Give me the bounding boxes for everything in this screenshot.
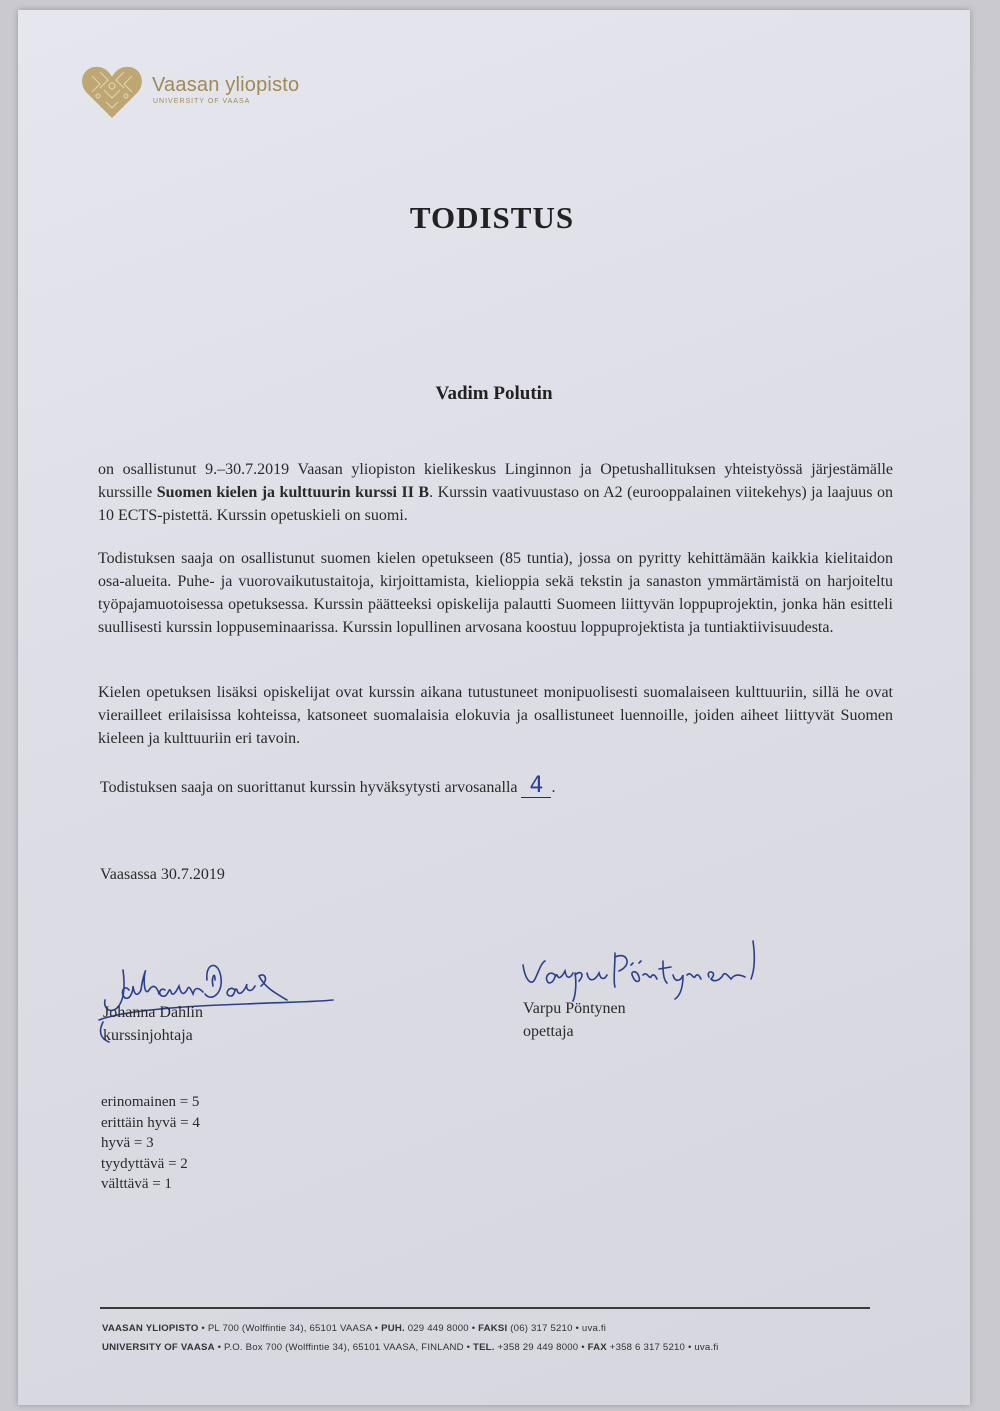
signer-2-name: Varpu Pöntynen: [523, 1000, 626, 1017]
grade-scale: [101, 1092, 200, 1195]
footer-fax-en: +358 6 317 5210: [609, 1342, 686, 1353]
footer-separator: •: [581, 1342, 585, 1353]
footer-phone-fi: 029 449 8000: [407, 1323, 469, 1334]
footer-phone-en: +358 29 449 8000: [497, 1342, 579, 1353]
footer-fax-label-fi: FAKSI: [478, 1323, 508, 1334]
footer-separator: •: [466, 1342, 471, 1353]
grade-scale-item: hyvä = 3: [101, 1135, 154, 1151]
footer-web-en: uva.fi: [694, 1342, 719, 1353]
footer-address-fi: PL 700 (Wolffintie 34), 65101 VAASA: [207, 1323, 372, 1334]
signer-1-name: Johanna Dahlin: [103, 1004, 203, 1021]
paragraph-participation: [98, 458, 893, 527]
grade-period: .: [551, 779, 556, 796]
footer-web-fi: uva.fi: [581, 1323, 607, 1334]
paragraph-participation-end: . Kurssin vaativuustaso on A2 (eurooppalainen viitekehys) ja laajuus on 10 ECTS-pistettä. Kurssin opetuskieli on suomi.: [98, 484, 894, 524]
paragraph-participation-start: on osallistunut 9.–30.7.2019 Vaasan yliopiston kielikeskus Linginnon ja Opetushallituksen yhteistyössä järjestämälle kurssille: [98, 461, 893, 501]
grade-scale-item: välttävä = 1: [101, 1176, 172, 1192]
signer-1-role: kurssinjohtaja: [103, 1027, 193, 1044]
footer-divider: [100, 1307, 870, 1309]
grade-sentence: Todistuksen saaja on suorittanut kurssin hyväksytysti arvosanalla: [100, 779, 518, 796]
grade-scale-item: tyydyttävä = 2: [101, 1155, 188, 1172]
university-logo: [80, 62, 330, 126]
signer-2-role: opettaja: [523, 1023, 574, 1040]
footer-separator: •: [201, 1323, 205, 1334]
footer-address-en: P.O. Box 700 (Wolffintie 34), 65101 VAASA, FINLAND: [224, 1342, 464, 1353]
grade-value: 4: [521, 775, 551, 798]
course-name: Suomen kielen ja kulttuurin kurssi II B: [156, 484, 430, 501]
footer-org-en: UNIVERSITY OF VAASA: [102, 1342, 215, 1353]
footer-phone-label-fi: PUH.: [381, 1323, 405, 1334]
heart-logo-icon: [80, 62, 144, 122]
recipient-name: Vadim Polutin: [435, 383, 553, 404]
signature-varpu-pontynen: [515, 935, 775, 1005]
logo-subtitle: UNIVERSITY OF VAASA: [153, 98, 251, 105]
grade-scale-item: erittäin hyvä = 4: [101, 1114, 200, 1131]
paragraph-culture: Kielen opetuksen lisäksi opiskelijat ovat kurssin aikana tutustuneet monipuolisesti suomalaiseen kulttuuriin, sillä he ovat vierailleet erilaisissa kohteissa, katsoneet suomalaisia elokuvia ja osallistuneet luennoille, joiden aiheet liittyvät Suomen kieleen ja kulttuuriin eri tavoin.: [98, 684, 893, 747]
footer-separator: •: [575, 1323, 580, 1334]
place-date: Vaasassa 30.7.2019: [100, 866, 225, 883]
footer-separator: •: [471, 1323, 476, 1334]
document-title: TODISTUS: [409, 200, 575, 235]
footer-phone-label-en: TEL.: [473, 1342, 495, 1353]
footer-separator: •: [217, 1342, 222, 1353]
footer-separator: •: [374, 1323, 379, 1334]
footer-fax-fi: (06) 317 5210: [510, 1323, 573, 1334]
footer-separator: •: [687, 1342, 692, 1353]
grade-statement: [100, 775, 555, 798]
paragraph-teaching: Todistuksen saaja on osallistunut suomen kielen opetukseen (85 tuntia), jossa on pyritty kehittämään kaikkia kielitaidon osa-alueita. Puhe- ja vuorovaikutustaitoja, kirjoittamista, kielioppia sekä tekstin ja sanaston ymmärtämistä on harjoiteltu työpajamuotoisessa opetuksessa. Kurssin päätteeksi opiskelija palautti Suomeen liittyvän loppuprojektin, jonka hän esitteli suullisesti kurssin loppuseminaarissa. Kurssin lopullinen arvosana koostuu loppuprojektista ja tuntiaktiivisuudesta.: [98, 550, 893, 636]
grade-scale-item: erinomainen = 5: [101, 1094, 200, 1110]
logo-name: Vaasan yliopisto: [152, 74, 300, 96]
signer-2: [523, 997, 626, 1043]
signer-1: [103, 1001, 203, 1047]
footer-line-english: [102, 1342, 719, 1353]
footer-fax-label-en: FAX: [587, 1342, 607, 1353]
footer-org-fi: VAASAN YLIOPISTO: [102, 1323, 199, 1334]
footer-line-finnish: [102, 1323, 606, 1334]
